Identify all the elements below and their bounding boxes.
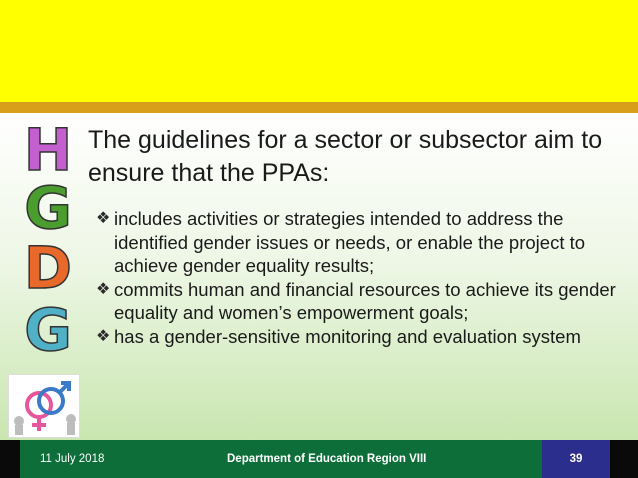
letter-h: H	[23, 116, 73, 184]
letter-g: G	[24, 174, 72, 242]
diamond-bullet-icon: ❖	[96, 210, 111, 227]
title-band	[0, 0, 638, 102]
diamond-bullet-icon: ❖	[96, 280, 111, 298]
bullet-item	[96, 278, 631, 325]
bullet-text: has a gender-sensitive monitoring and evaluation system	[114, 325, 581, 347]
letter-d: D	[23, 234, 73, 302]
footer-left-block	[0, 440, 20, 478]
bullet-item	[96, 325, 631, 349]
intro-text: The guidelines for a sector or subsector aim to ensure that the PPAs:	[88, 126, 603, 187]
diamond-bullet-icon: ❖	[96, 327, 111, 345]
footer-bar	[0, 440, 638, 478]
bullet-item	[96, 207, 631, 278]
gender-symbol-icon	[8, 374, 80, 438]
footer-organization: Department of Education Region VIII	[227, 453, 427, 465]
footer-date: 11 July 2018	[40, 453, 105, 465]
bullet-list	[96, 207, 631, 348]
page-number: 39	[569, 453, 583, 465]
title-rule	[0, 102, 638, 113]
bullet-text: commits human and financial resources to achieve its gender equality and women’s empowerment goals;	[114, 278, 616, 323]
footer-right-edge	[610, 440, 638, 478]
letter-g-flowers: G	[24, 296, 72, 364]
bullet-text: includes activities or strategies intended to address the identified gender issues or needs, or enable the project to achieve gender equality results;	[114, 208, 586, 276]
